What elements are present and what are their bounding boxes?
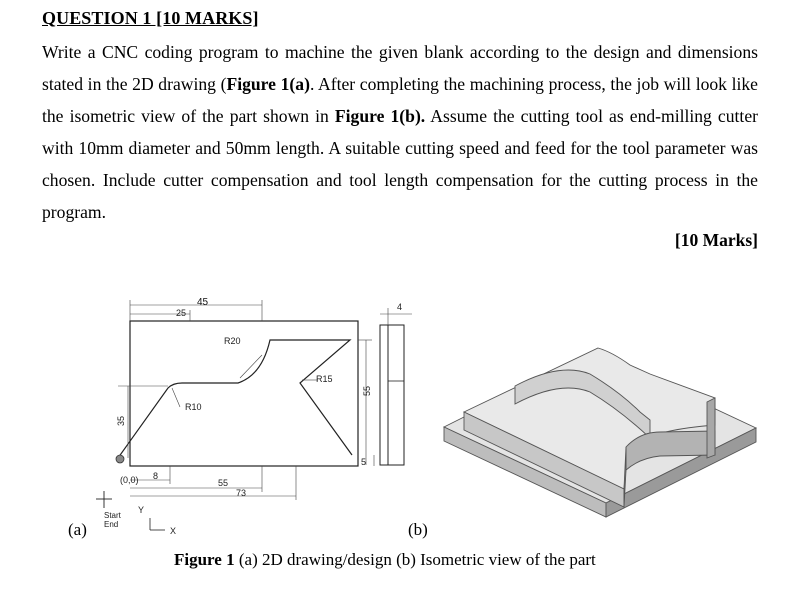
question-heading: QUESTION 1 [10 MARKS] <box>42 8 259 28</box>
axis-y-label: Y <box>138 505 145 515</box>
question-text-1: Write a CNC coding program to machine the given blank according to the design and dimensions stated in the 2D drawing ( <box>42 42 758 94</box>
dim-73: 73 <box>236 488 247 498</box>
marks-label: [10 Marks] <box>674 230 758 250</box>
figure-ref-a: Figure 1(a) <box>226 74 310 94</box>
question-text-3: Assume the cutting tool as end-milling cutter with 10mm diameter and 50mm length. A suitable cutting speed and feed for the tool parameter was chosen. Include cutter compensation and tool length compensation for the cutting process in the program. <box>42 106 758 222</box>
side-view-step <box>388 325 404 465</box>
part-profile <box>118 340 352 458</box>
figure-caption <box>174 550 596 570</box>
dim-5: 5 <box>361 457 367 467</box>
dim-25: 25 <box>176 308 187 318</box>
figure-label-b: (b) <box>408 520 428 539</box>
caption-text: (a) 2D drawing/design (b) Isometric view of the part <box>234 550 596 569</box>
start-label: Start <box>104 511 121 520</box>
dim-55-vertical: 55 <box>362 385 372 396</box>
end-label: End <box>104 520 119 529</box>
question-text-2: . After completing the machining process, the job will look like the isometric view of the part shown in <box>42 74 758 126</box>
dim-45: 45 <box>197 297 209 308</box>
axis-x-label: X <box>170 526 177 536</box>
dim-55: 55 <box>218 478 229 488</box>
dim-r20: R20 <box>224 336 241 346</box>
side-view-outline <box>380 325 388 465</box>
origin-marker <box>116 455 124 463</box>
figure-ref-b: Figure 1(b). <box>334 106 426 126</box>
drawing-2d <box>96 300 412 530</box>
caption-figure-number: Figure 1 <box>174 550 235 569</box>
dim-r15: R15 <box>316 374 333 384</box>
drawing-dimension-text <box>104 297 402 536</box>
figure-label-a: (a) <box>68 520 87 539</box>
dim-4: 4 <box>397 302 403 312</box>
isometric-view <box>444 348 756 517</box>
dim-8: 8 <box>153 471 159 481</box>
dim-35: 35 <box>116 415 126 426</box>
dim-r10: R10 <box>185 402 202 412</box>
origin-label: (0,0) <box>120 475 139 485</box>
